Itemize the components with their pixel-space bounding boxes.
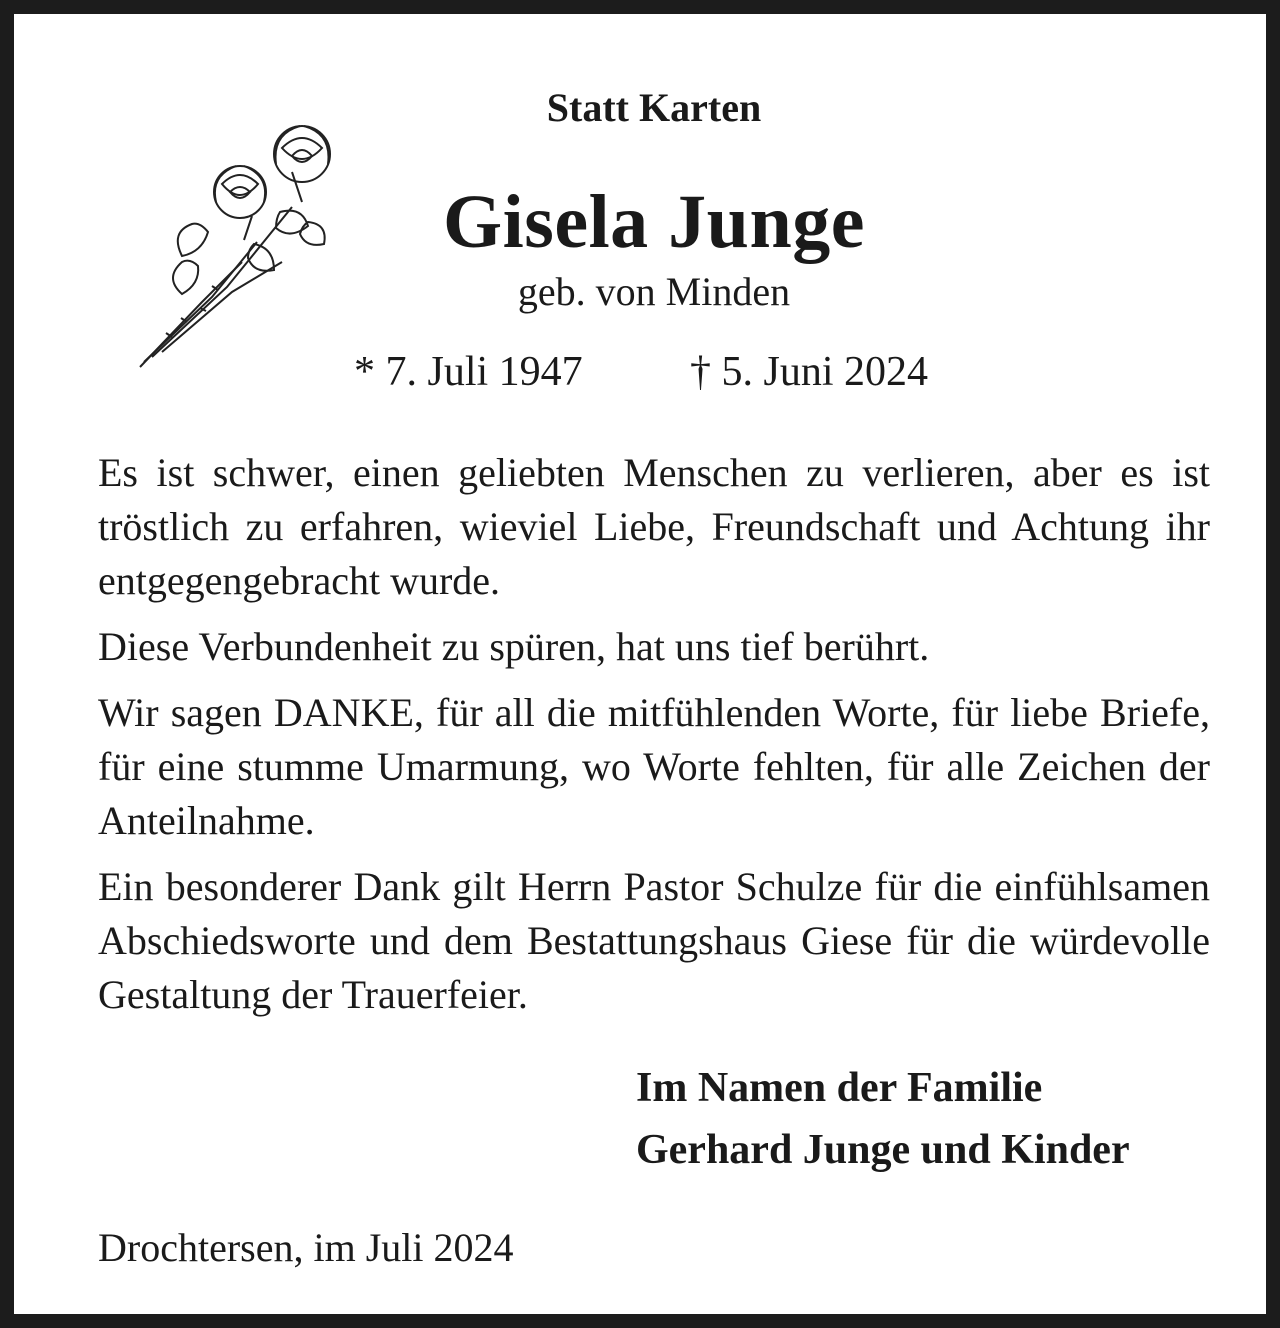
paragraph-1: Es ist schwer, einen geliebten Menschen zu verlieren, aber es ist tröstlich zu erfahren, wieviel Liebe, Freundschaft und Achtung ihr entgegengebracht wurde. [98,450,1210,603]
maiden-name: geb. von Minden [517,269,791,314]
paragraph-2: Diese Verbundenheit zu spüren, hat uns tief berührt. [98,624,930,669]
paragraph-4: Ein besonderer Dank gilt Herrn Pastor Schulze für die einfühlsamen Abschiedsworte und dem Bestattungshaus Giese für die würdevolle Gestaltung der Trauerfeier. [98,864,1210,1017]
signature-line-1: Im Namen der Familie [636,1065,1043,1111]
birth-date: * 7. Juli 1947 [354,349,583,395]
signature-line-2: Gerhard Junge und Kinder [636,1127,1130,1173]
paragraph-3: Wir sagen DANKE, für all die mitfühlenden Worte, für liebe Briefe, für eine stumme Umarmung, wo Worte fehlten, für alle Zeichen der Anteilnahme. [98,690,1210,843]
message-body [98,446,1210,1034]
place-date: Drochtersen, im Juli 2024 [98,1225,514,1270]
deceased-name: Gisela Junge [443,180,865,264]
header-statt-karten: Statt Karten [546,85,762,130]
death-date: † 5. Juni 2024 [690,349,929,395]
